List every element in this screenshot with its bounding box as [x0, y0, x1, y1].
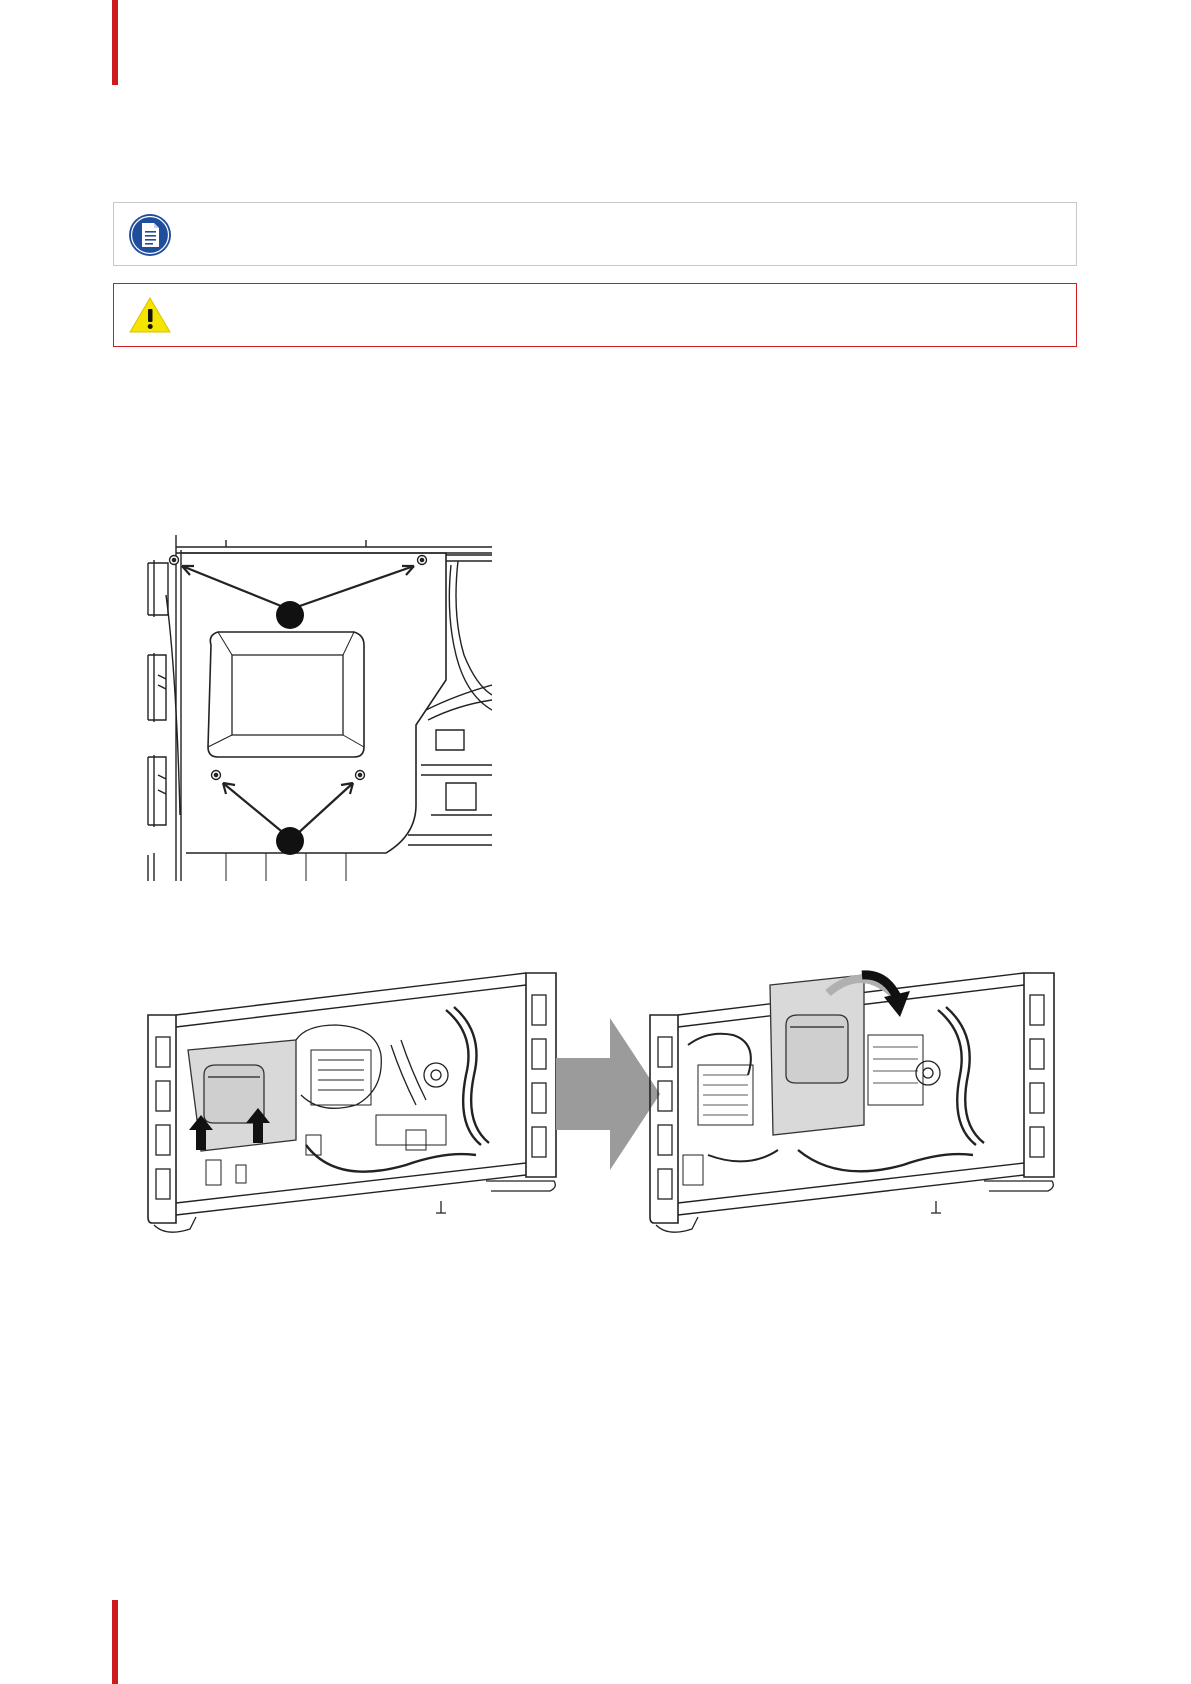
figure-lift-cover	[146, 955, 560, 1233]
warning-callout	[113, 283, 1077, 347]
step-arrow-icon	[556, 1018, 660, 1170]
page-edge-marker-top	[112, 0, 118, 85]
document-note-icon	[128, 213, 172, 257]
figure-rotate-cover	[648, 955, 1058, 1233]
warning-triangle-icon	[128, 294, 172, 338]
page-edge-marker-bottom	[112, 1600, 118, 1684]
note-callout	[113, 202, 1077, 266]
figure-screw-locations	[146, 535, 492, 881]
